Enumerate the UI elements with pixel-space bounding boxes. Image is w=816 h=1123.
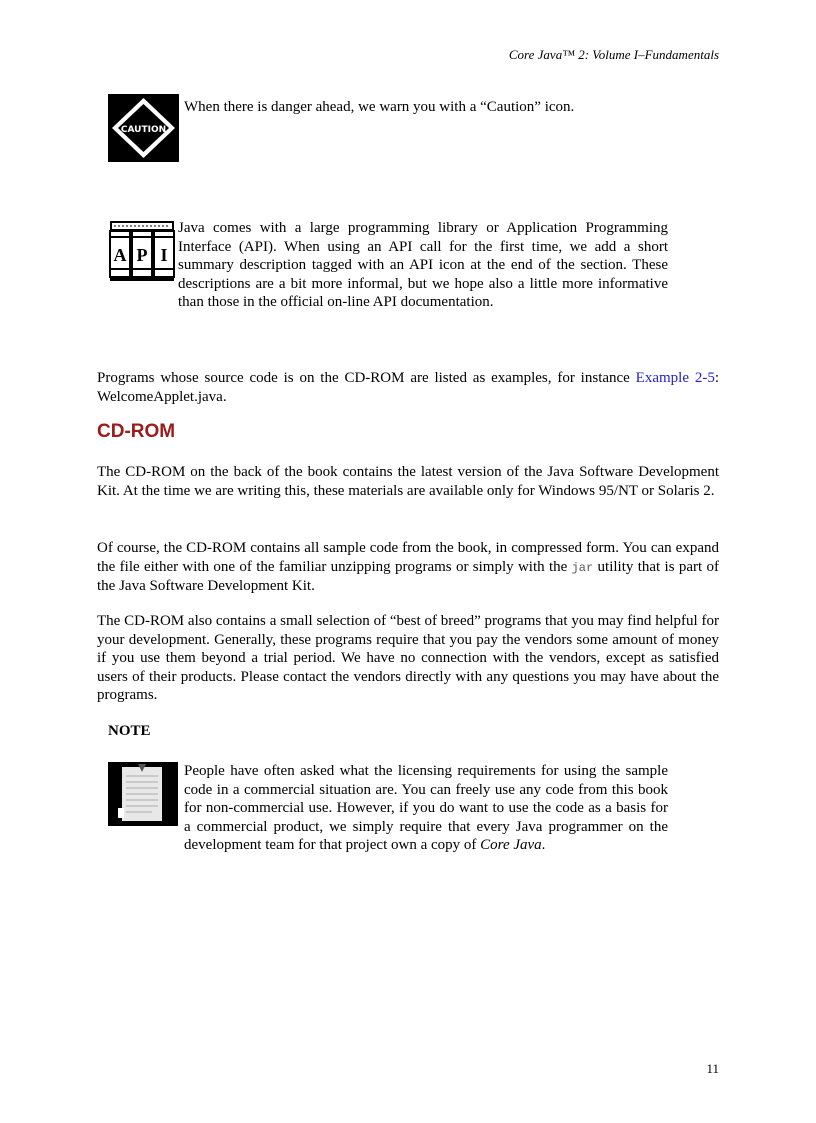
note-text <box>184 762 668 855</box>
examples-text: Programs whose source code is on the CD-ROM are listed as examples, for instance <box>97 370 636 386</box>
note-text-end: . <box>541 837 546 854</box>
cdrom-para2-text: Of course, the CD-ROM contains all sample code from the book, in compressed form. You can expand the file either with one of the familiar unzipping programs or simply with the <box>97 540 719 575</box>
note-label: NOTE <box>108 723 151 739</box>
examples-paragraph <box>97 369 719 406</box>
api-text: Java comes with a large programming library or Application Programming Interface (API). When using an API call for the first time, we add a short summary description tagged with an API icon at the end of the section. These descriptions are a bit more informal, but we hope also a little more informative than those in the official on-line API documentation. <box>178 220 668 311</box>
cdrom-para2-text-end: utility that is part of the Java Software Development Kit. <box>97 558 719 595</box>
svg-text:I: I <box>160 245 168 265</box>
cdrom-paragraph-1: The CD-ROM on the back of the book contains the latest version of the Java Software Development Kit. At the time we are writing this, these materials are available only for Windows 95/NT or Solaris 2. <box>97 464 719 499</box>
svg-text:P: P <box>136 245 148 265</box>
api-icon <box>108 217 176 281</box>
cdrom-heading: CD-ROM <box>97 421 176 442</box>
cdrom-paragraph-2 <box>97 539 719 596</box>
caution-icon <box>108 94 179 162</box>
caution-text: When there is danger ahead, we warn you with a “Caution” icon. <box>184 99 575 115</box>
core-java-title: Core Java <box>480 837 542 854</box>
page-number: 11 <box>706 1061 719 1076</box>
example-2-5-link[interactable]: Example 2-5 <box>635 370 715 386</box>
examples-text-end: : WelcomeApplet.java. <box>97 370 719 405</box>
note-icon <box>108 762 178 826</box>
running-header: Core Java™ 2: Volume I–Fundamentals <box>508 47 719 62</box>
svg-text:A: A <box>113 245 127 265</box>
cdrom-paragraph-3: The CD-ROM also contains a small selection of “best of breed” programs that you may find helpful for your development. Generally, these programs require that you pay the vendors some amount of money if you use them beyond a trial period. We have no connection with the vendors, except as satisfied users of their products. Please contact the vendors directly with any questions you may have about the programs. <box>97 613 719 704</box>
svg-text:CAUTION: CAUTION <box>120 125 167 135</box>
jar-code: jar <box>571 560 594 575</box>
note-text-body: People have often asked what the licensing requirements for using the sample code in a commercial situation are. You can freely use any code from this book for non-commercial use. However, if you do want to use the code as a basis for a commercial product, we simply require that every Java programmer on the development team for that project own a copy of <box>184 763 668 854</box>
